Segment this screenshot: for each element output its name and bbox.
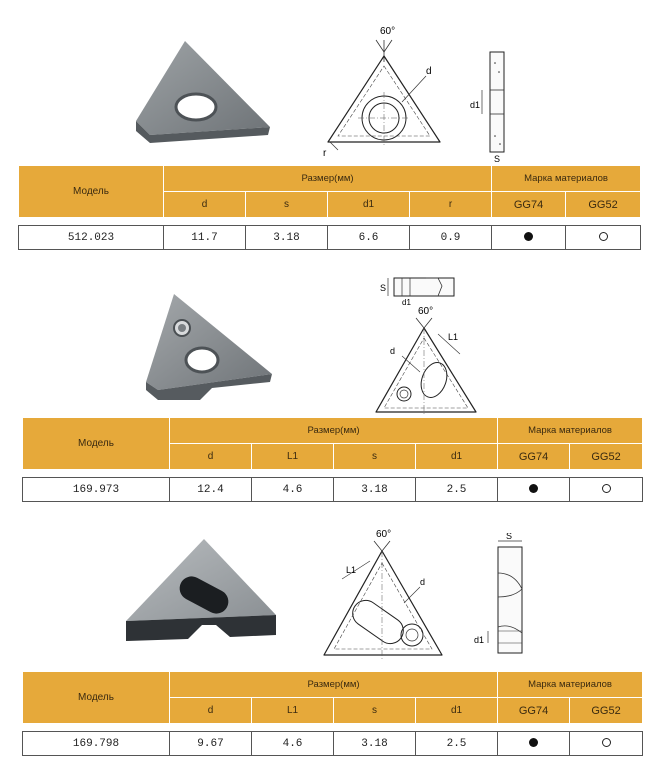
col-d: d (170, 698, 252, 724)
material-mark-cell (498, 478, 570, 502)
col-gg52: GG52 (570, 698, 643, 724)
label-d: d (426, 66, 432, 77)
col-s: s (246, 192, 328, 218)
spec-table-3 (22, 671, 643, 756)
model-header: Модель (19, 166, 164, 218)
material-mark-cell (570, 732, 643, 756)
label-s: S (380, 283, 387, 293)
label-d: d (390, 346, 396, 356)
value-cell: 3.18 (334, 478, 416, 502)
model-header: Модель (23, 672, 170, 724)
value-cell: 0.9 (410, 226, 492, 250)
angle-label: 60° (376, 529, 392, 540)
insert-render-1 (130, 35, 275, 145)
label-d: d (420, 577, 426, 587)
table-row (19, 226, 641, 250)
material-mark-cell (498, 732, 570, 756)
model-header: Модель (23, 418, 170, 470)
col-gg52: GG52 (570, 444, 643, 470)
angle-label: 60° (418, 306, 434, 317)
label-l1: L1 (448, 332, 459, 342)
col-d1: d1 (416, 444, 498, 470)
drawing-top-1 (318, 22, 448, 162)
insert-render-2 (140, 290, 280, 405)
material-header: Марка материалов (492, 166, 641, 192)
drawing-top-2 (372, 304, 482, 420)
drawing-side-3 (464, 533, 534, 663)
col-d: d (164, 192, 246, 218)
value-cell: 12.4 (170, 478, 252, 502)
col-gg52: GG52 (566, 192, 641, 218)
empty-dot-icon (599, 232, 608, 241)
label-s: S (494, 154, 501, 163)
col-s: s (334, 444, 416, 470)
col-r: r (410, 192, 492, 218)
insert-render-3 (120, 535, 280, 665)
value-cell: 9.67 (170, 732, 252, 756)
label-d1: d1 (402, 298, 411, 307)
filled-dot-icon (529, 484, 538, 493)
product-block-3 (0, 515, 670, 769)
size-header: Размер(мм) (170, 418, 498, 444)
col-gg74: GG74 (492, 192, 566, 218)
col-gg74: GG74 (498, 444, 570, 470)
col-gg74: GG74 (498, 698, 570, 724)
model-cell: 169.798 (23, 732, 170, 756)
material-mark-cell (492, 226, 566, 250)
col-l1: L1 (252, 698, 334, 724)
col-d1: d1 (328, 192, 410, 218)
model-cell: 169.973 (23, 478, 170, 502)
value-cell: 2.5 (416, 732, 498, 756)
model-cell: 512.023 (19, 226, 164, 250)
product-block-1 (0, 0, 670, 255)
value-cell: 2.5 (416, 478, 498, 502)
spec-table-2 (22, 417, 643, 502)
col-l1: L1 (252, 444, 334, 470)
col-s: s (334, 698, 416, 724)
material-header: Марка материалов (498, 418, 643, 444)
label-s: S (506, 533, 513, 541)
col-d: d (170, 444, 252, 470)
value-cell: 3.18 (246, 226, 328, 250)
value-cell: 4.6 (252, 732, 334, 756)
col-d1: d1 (416, 698, 498, 724)
value-cell: 6.6 (328, 226, 410, 250)
size-header: Размер(мм) (170, 672, 498, 698)
material-mark-cell (570, 478, 643, 502)
spec-table-1 (18, 165, 641, 250)
filled-dot-icon (529, 738, 538, 747)
table-row (23, 478, 643, 502)
value-cell: 11.7 (164, 226, 246, 250)
value-cell: 3.18 (334, 732, 416, 756)
drawing-side-1 (468, 48, 518, 163)
label-d1: d1 (470, 100, 481, 110)
drawing-top-3 (320, 527, 450, 667)
value-cell: 4.6 (252, 478, 334, 502)
empty-dot-icon (602, 484, 611, 493)
size-header: Размер(мм) (164, 166, 492, 192)
label-r: r (323, 148, 327, 159)
filled-dot-icon (524, 232, 533, 241)
table-row (23, 732, 643, 756)
product-block-2 (0, 260, 670, 510)
label-l1: L1 (346, 565, 357, 575)
drawing-side-2 (380, 272, 460, 308)
material-mark-cell (566, 226, 641, 250)
empty-dot-icon (602, 738, 611, 747)
material-header: Марка материалов (498, 672, 643, 698)
angle-label: 60° (380, 26, 396, 37)
label-d1: d1 (474, 635, 485, 645)
